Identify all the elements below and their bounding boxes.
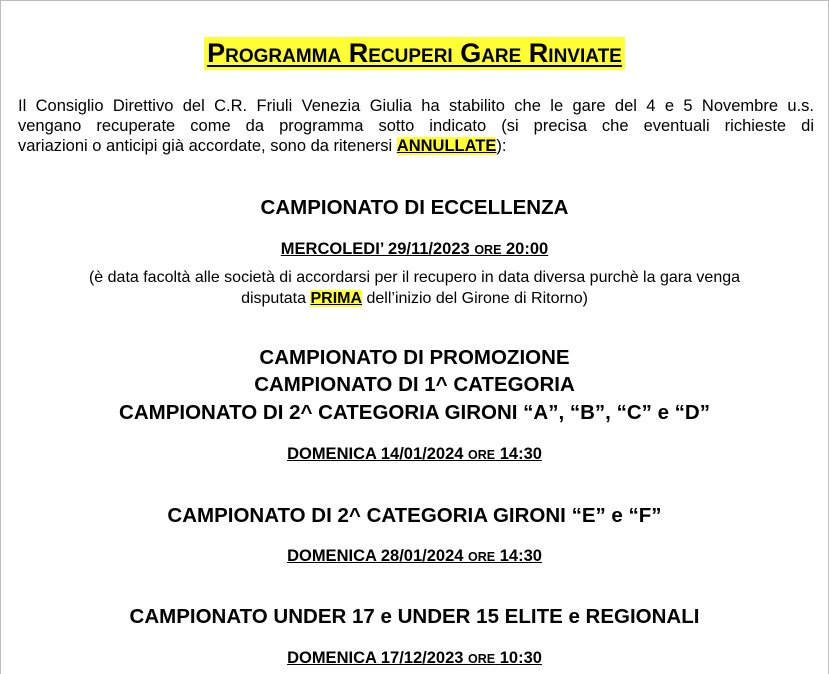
date-eccellenza: [1, 239, 828, 260]
section-heading-under: CAMPIONATO UNDER 17 e UNDER 15 ELITE e REGIONALI: [129, 605, 700, 628]
note-line-2: [1, 289, 828, 309]
note-line-2-start: disputata: [241, 290, 311, 307]
annullate-highlight: ANNULLATE: [396, 137, 497, 155]
section-heading-prima-categoria: CAMPIONATO DI 1^ CATEGORIA: [254, 373, 575, 396]
section-heading-seconda-categoria-a-d: CAMPIONATO DI 2^ CATEGORIA GIRONI “A”, “B”, “C” e “D”: [119, 401, 710, 424]
ore-label: ORE: [468, 550, 496, 564]
intro-line-3-text: variazioni o anticipi già accordate, sono da ritenersi: [18, 137, 397, 155]
time-seconda-e-f: 14:30: [499, 547, 542, 565]
page-title: Programma Recuperi Gare Rinviate: [204, 37, 625, 70]
intro-line-1: Il Consiglio Direttivo del C.R. Friuli Venezia Giulia ha stabilito che le gare del 4 e 5 Novembre u.s.: [18, 97, 814, 115]
intro-line-2: vengano recuperate come da programma sotto indicato (si precisa che eventuali richieste di: [18, 117, 814, 135]
date-promozione-day: DOMENICA 14/01/2024: [287, 445, 464, 463]
ore-label: ORE: [474, 243, 502, 257]
ore-label: ORE: [468, 652, 496, 666]
date-under-day: DOMENICA 17/12/2023: [287, 649, 464, 667]
time-eccellenza: 20:00: [506, 240, 549, 258]
date-seconda-e-f-day: DOMENICA 28/01/2024: [287, 547, 464, 565]
date-promozione: [1, 444, 828, 465]
intro-line-3-end: ):: [496, 137, 507, 155]
time-promozione: 14:30: [499, 445, 542, 463]
date-seconda-e-f: [1, 546, 828, 567]
intro-paragraph: [18, 96, 814, 156]
note-line-1: (è data facoltà alle società di accordarsi per il recupero in data diversa purchè la gara venga: [88, 269, 741, 286]
date-under: [1, 648, 828, 669]
time-under: 10:30: [499, 649, 542, 667]
section-heading-eccellenza: CAMPIONATO DI ECCELLENZA: [260, 196, 569, 219]
date-eccellenza-day: MERCOLEDI’ 29/11/2023: [280, 240, 470, 258]
ore-label: ORE: [468, 448, 496, 462]
note-line-2-end: dell’inizio del Girone di Ritorno): [362, 290, 588, 307]
prima-highlight: PRIMA: [310, 290, 363, 307]
intro-line-3: [18, 136, 814, 156]
section-heading-seconda-categoria-e-f: CAMPIONATO DI 2^ CATEGORIA GIRONI “E” e “F”: [167, 504, 662, 527]
title-container: [1, 37, 828, 70]
section-heading-promozione: CAMPIONATO DI PROMOZIONE: [259, 346, 570, 369]
